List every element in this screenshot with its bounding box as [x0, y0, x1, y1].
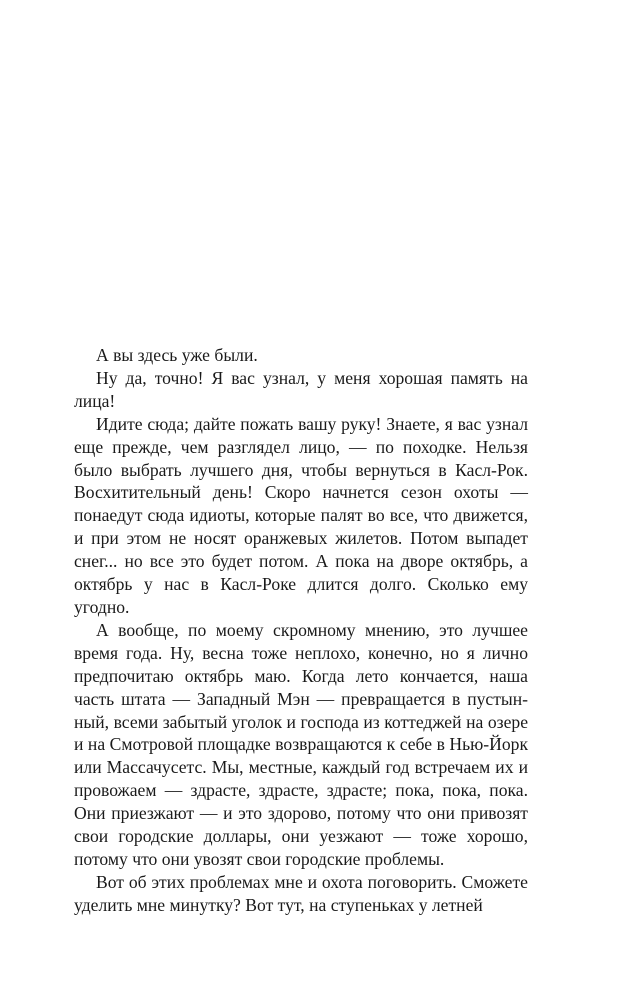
paragraph-3: Идите сюда; дайте пожать вашу руку! Знаете, я вас узнал еще прежде, чем разглядел лицо, — по походке. Нельзя было выбрать лучшего дня, чтобы вернуться в Касл-Рок. Восхитительный день! Скоро начнется сезон охоты — понаедут сюда идиоты, которые палят во все, что движется, и при этом не носят оранжевых жилетов. Потом выпадет снег... но все это будет потом. А пока на дворе октябрь, а октябрь у нас в Касл-Роке длится долго. Сколько ему угодно.	[74, 413, 528, 617]
paragraph-4: А вообще, по моему скромному мнению, это лучшее время года. Ну, весна тоже неплохо, конечно, но я лично предпочитаю октябрь маю. Когда лето кончается, наша часть штата — Западный Мэн — превращается в пустынный, всеми забытый уголок и господа из коттеджей на озере и на Смотровой площадке возвращаются к себе в Нью-Йорк или Массачусетс. Мы, местные, каждый год встречаем их и провожаем — здрасте, здрасте, здрасте; пока, пока, пока. Они приезжают — и это здорово, потому что они привозят свои городские доллары, они уезжают — тоже хорошо, потому что они увозят свои городские проблемы.	[74, 619, 528, 869]
body-text	[74, 344, 528, 917]
paragraph-1: А вы здесь уже были.	[96, 345, 258, 365]
paragraph-5: Вот об этих проблемах мне и охота поговорить. Сможете уделить мне минутку? Вот тут, на ступеньках у летней	[74, 871, 528, 915]
paragraph-2: Ну да, точно! Я вас узнал, у меня хорошая память на лица!	[74, 367, 528, 411]
